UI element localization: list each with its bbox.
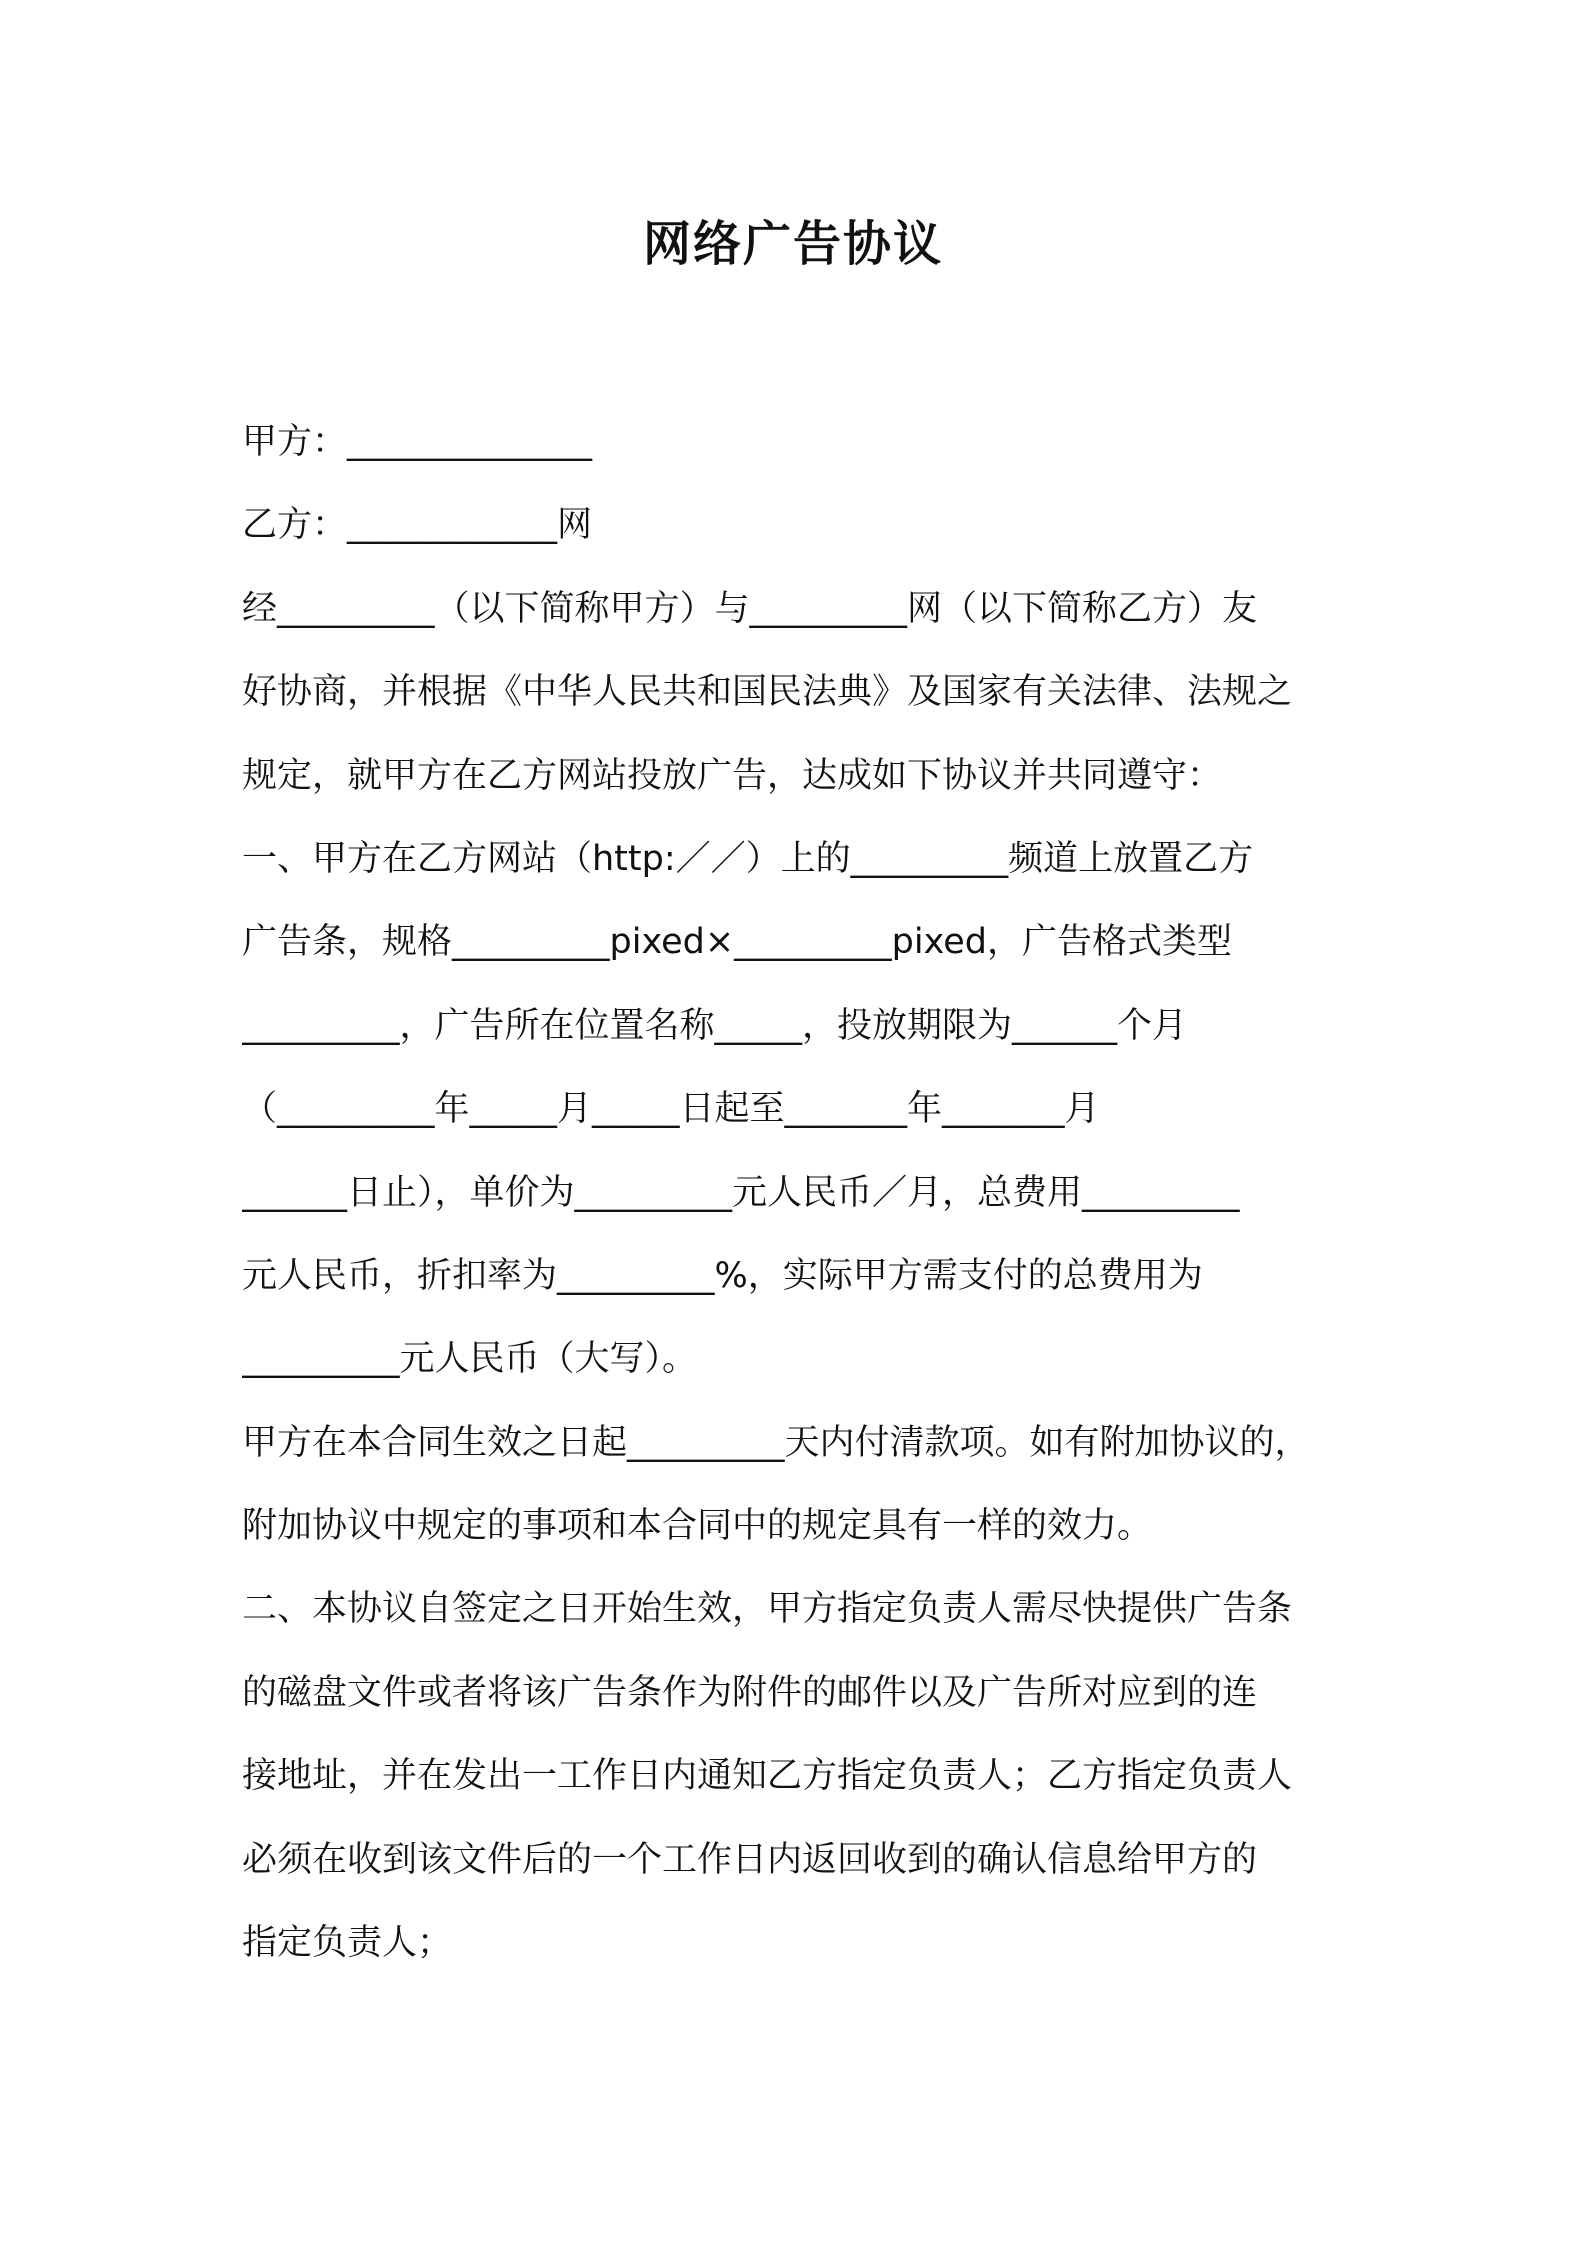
clause-two-line: 的磁盘文件或者将该广告条作为附件的邮件以及广告所对应到的连 <box>242 1672 1258 1713</box>
clause-two-line: 接地址，并在发出一工作日内通知乙方指定负责人；乙方指定负责人 <box>242 1756 1293 1797</box>
clause-two-line: 必须在收到该文件后的一个工作日内返回收到的确认信息给甲方的 <box>242 1839 1258 1880</box>
payment-line: 附加协议中规定的事项和本合同中的规定具有一样的效力。 <box>242 1506 1153 1547</box>
document-title: 网络广告协议 <box>642 216 943 272</box>
clause-one-line: _________，广告所在位置名称_____，投放期限为______个月 <box>242 1005 1188 1046</box>
clause-one-line: （_________年_____月_____日起至_______年_______月 <box>242 1089 1100 1130</box>
clause-two-line: 指定负责人； <box>242 1923 453 1964</box>
clause-one-line: 元人民币，折扣率为_________%，实际甲方需支付的总费用为 <box>242 1255 1203 1296</box>
party-b-line: 乙方：____________网 <box>242 505 593 546</box>
clause-two-line: 二、本协议自签定之日开始生效，甲方指定负责人需尽快提供广告条 <box>242 1589 1293 1630</box>
clause-one-line: _________元人民币（大写）。 <box>242 1339 698 1380</box>
clause-one-line: ______日止），单价为_________元人民币／月，总费用_________ <box>242 1172 1240 1213</box>
paragraph-line: 好协商，并根据《中华人民共和国民法典》及国家有关法律、法规之 <box>242 672 1293 713</box>
payment-line: 甲方在本合同生效之日起_________天内付清款项。如有附加协议的， <box>242 1422 1310 1463</box>
paragraph-line: 经_________（以下简称甲方）与_________网（以下简称乙方）友 <box>242 588 1258 629</box>
clause-one-line: 广告条，规格_________pixed×_________pixed，广告格式类型 <box>242 922 1232 963</box>
paragraph-line: 规定，就甲方在乙方网站投放广告，达成如下协议并共同遵守： <box>242 755 1223 796</box>
clause-one-line: 一、甲方在乙方网站（http:／／）上的_________频道上放置乙方 <box>242 838 1254 879</box>
party-a-line: 甲方：______________ <box>242 422 593 462</box>
document-body <box>242 401 1382 1985</box>
